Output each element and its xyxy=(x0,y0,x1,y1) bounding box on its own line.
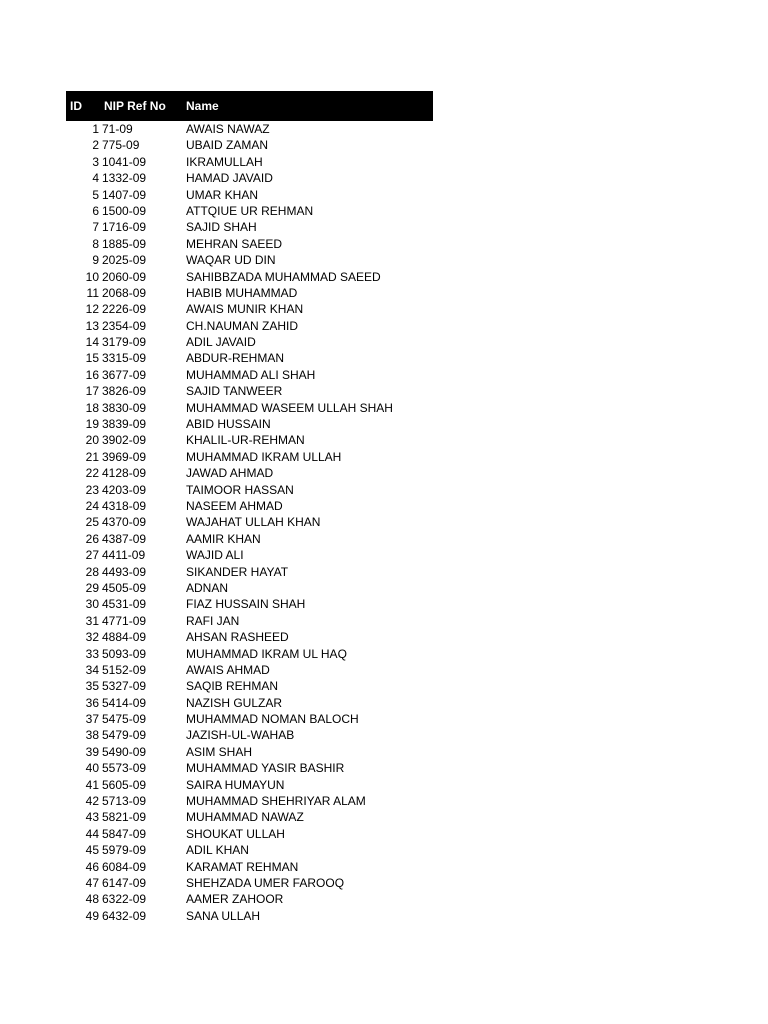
row-nip-ref-no: 5152-09 xyxy=(102,662,147,677)
table-row xyxy=(66,678,433,694)
table-row xyxy=(66,482,433,498)
table-row xyxy=(66,613,433,629)
table-row xyxy=(66,662,433,678)
row-id: 39 xyxy=(85,744,99,759)
row-id: 35 xyxy=(85,679,99,694)
table-row xyxy=(66,826,433,842)
row-nip-ref-no: 4771-09 xyxy=(102,613,147,628)
row-id: 36 xyxy=(85,695,99,710)
row-nip-ref-no: 4318-09 xyxy=(102,498,147,513)
row-nip-ref-no: 5573-09 xyxy=(102,761,147,776)
table-row xyxy=(66,432,433,448)
table-row xyxy=(66,891,433,907)
row-nip-ref-no: 3826-09 xyxy=(102,384,147,399)
row-name: FIAZ HUSSAIN SHAH xyxy=(186,597,306,612)
row-id: 15 xyxy=(85,351,99,366)
row-name: SANA ULLAH xyxy=(186,908,261,923)
row-name: ADIL JAVAID xyxy=(186,335,256,350)
row-id: 25 xyxy=(85,515,99,530)
row-nip-ref-no: 1407-09 xyxy=(102,187,147,202)
row-nip-ref-no: 5605-09 xyxy=(102,777,147,792)
table-row xyxy=(66,318,433,334)
row-name: MUHAMMAD IKRAM ULLAH xyxy=(186,449,342,464)
row-nip-ref-no: 6147-09 xyxy=(102,875,147,890)
row-nip-ref-no: 4884-09 xyxy=(102,630,147,645)
row-name: ADIL KHAN xyxy=(186,843,249,858)
table-row xyxy=(66,777,433,793)
row-name: NAZISH GULZAR xyxy=(186,695,283,710)
row-nip-ref-no: 1041-09 xyxy=(102,154,147,169)
row-id: 11 xyxy=(86,285,99,300)
row-name: SAJID SHAH xyxy=(186,220,257,235)
row-id: 13 xyxy=(85,318,99,333)
row-name: TAIMOOR HASSAN xyxy=(186,482,294,497)
row-id: 27 xyxy=(85,548,99,563)
row-nip-ref-no: 4411-09 xyxy=(102,548,146,563)
row-nip-ref-no: 3677-09 xyxy=(102,367,147,382)
row-id: 21 xyxy=(85,449,99,464)
row-nip-ref-no: 2025-09 xyxy=(102,253,147,268)
row-id: 48 xyxy=(85,892,99,907)
row-id: 1 xyxy=(92,122,99,136)
row-nip-ref-no: 5475-09 xyxy=(102,712,147,727)
row-nip-ref-no: 2068-09 xyxy=(102,285,147,300)
table-row xyxy=(66,646,433,662)
row-id: 29 xyxy=(85,580,99,595)
table-row xyxy=(66,629,433,645)
row-id: 43 xyxy=(85,810,99,825)
table-row xyxy=(66,203,433,219)
table-row xyxy=(66,334,433,350)
table-row xyxy=(66,383,433,399)
row-name: CH.NAUMAN ZAHID xyxy=(186,318,299,333)
row-nip-ref-no: 2226-09 xyxy=(102,302,147,317)
row-name: SHOUKAT ULLAH xyxy=(186,826,285,841)
row-name: MUHAMMAD IKRAM UL HAQ xyxy=(186,646,347,661)
table-row xyxy=(66,301,433,317)
table-row xyxy=(66,809,433,825)
table-row xyxy=(66,547,433,563)
row-nip-ref-no: 5327-09 xyxy=(102,679,147,694)
row-name: RAFI JAN xyxy=(186,613,240,628)
row-name: UBAID ZAMAN xyxy=(186,138,269,153)
table-row xyxy=(66,285,433,301)
table-row xyxy=(66,154,433,170)
table-row xyxy=(66,875,433,891)
results-table xyxy=(66,91,433,924)
row-name: KARAMAT REHMAN xyxy=(186,859,299,874)
row-id: 7 xyxy=(92,220,99,235)
row-name: SAJID TANWEER xyxy=(186,384,283,399)
table-row xyxy=(66,269,433,285)
row-nip-ref-no: 3902-09 xyxy=(102,433,147,448)
row-name: MUHAMMAD NAWAZ xyxy=(186,810,304,825)
row-name: NASEEM AHMAD xyxy=(186,498,283,513)
row-name: SAHIBBZADA MUHAMMAD SAEED xyxy=(186,269,381,284)
row-nip-ref-no: 3969-09 xyxy=(102,449,147,464)
row-name: HAMAD JAVAID xyxy=(186,171,273,186)
row-id: 31 xyxy=(85,613,99,628)
row-nip-ref-no: 1500-09 xyxy=(102,203,147,218)
row-name: MUHAMMAD YASIR BASHIR xyxy=(186,761,345,776)
table-row xyxy=(66,580,433,596)
row-name: MUHAMMAD SHEHRIYAR ALAM xyxy=(186,794,366,809)
row-id: 9 xyxy=(92,253,99,268)
row-id: 47 xyxy=(85,875,99,890)
row-nip-ref-no: 1716-09 xyxy=(102,220,147,235)
row-id: 30 xyxy=(85,597,99,612)
row-id: 32 xyxy=(85,630,99,645)
row-id: 49 xyxy=(85,908,99,923)
table-row xyxy=(66,498,433,514)
row-name: KHALIL-UR-REHMAN xyxy=(186,433,305,448)
row-id: 12 xyxy=(85,302,99,317)
row-name: WAQAR UD DIN xyxy=(186,253,276,268)
table-row xyxy=(66,596,433,612)
row-id: 17 xyxy=(85,384,99,399)
row-id: 10 xyxy=(85,269,99,284)
header-name: Name xyxy=(186,99,219,113)
row-nip-ref-no: 5479-09 xyxy=(102,728,147,743)
row-id: 28 xyxy=(85,564,99,579)
row-nip-ref-no: 5713-09 xyxy=(102,794,147,809)
table-row xyxy=(66,187,433,203)
row-nip-ref-no: 1332-09 xyxy=(102,171,147,186)
table-header xyxy=(66,91,433,121)
row-name: MEHRAN SAEED xyxy=(186,236,283,251)
row-id: 33 xyxy=(85,646,99,661)
row-nip-ref-no: 2354-09 xyxy=(102,318,147,333)
row-name: JAWAD AHMAD xyxy=(186,466,274,481)
row-name: AAMER ZAHOOR xyxy=(186,892,284,907)
row-name: MUHAMMAD WASEEM ULLAH SHAH xyxy=(186,400,393,415)
row-id: 20 xyxy=(85,433,99,448)
row-name: WAJID ALI xyxy=(186,548,244,563)
row-id: 23 xyxy=(85,482,99,497)
row-name: AAMIR KHAN xyxy=(186,531,261,546)
table-row xyxy=(66,236,433,252)
row-id: 16 xyxy=(85,367,99,382)
table-row xyxy=(66,531,433,547)
table-row xyxy=(66,695,433,711)
row-nip-ref-no: 4493-09 xyxy=(102,564,147,579)
row-nip-ref-no: 4128-09 xyxy=(102,466,147,481)
row-nip-ref-no: 2060-09 xyxy=(102,269,147,284)
row-name: SAIRA HUMAYUN xyxy=(186,777,285,792)
row-id: 5 xyxy=(92,187,99,202)
row-name: AWAIS NAWAZ xyxy=(186,122,270,136)
row-id: 37 xyxy=(85,712,99,727)
row-nip-ref-no: 3179-09 xyxy=(102,335,147,350)
row-nip-ref-no: 71-09 xyxy=(102,122,133,136)
row-id: 24 xyxy=(85,498,99,513)
table-row xyxy=(66,744,433,760)
row-id: 22 xyxy=(85,466,99,481)
row-name: SIKANDER HAYAT xyxy=(186,564,289,579)
header-nip-ref-no: NIP Ref No xyxy=(104,99,166,113)
row-nip-ref-no: 4370-09 xyxy=(102,515,147,530)
row-id: 19 xyxy=(85,417,99,432)
row-id: 40 xyxy=(85,761,99,776)
row-nip-ref-no: 5979-09 xyxy=(102,843,147,858)
row-id: 41 xyxy=(85,777,99,792)
row-nip-ref-no: 3315-09 xyxy=(102,351,147,366)
row-nip-ref-no: 6432-09 xyxy=(102,908,147,923)
row-nip-ref-no: 5414-09 xyxy=(102,695,147,710)
table-row xyxy=(66,564,433,580)
row-name: HABIB MUHAMMAD xyxy=(186,285,298,300)
table-row xyxy=(66,842,433,858)
row-name: JAZISH-UL-WAHAB xyxy=(186,728,295,743)
table-row xyxy=(66,252,433,268)
row-name: ABID HUSSAIN xyxy=(186,417,271,432)
row-nip-ref-no: 5847-09 xyxy=(102,826,147,841)
row-id: 8 xyxy=(92,236,99,251)
row-nip-ref-no: 6084-09 xyxy=(102,859,147,874)
row-id: 4 xyxy=(92,171,99,186)
row-nip-ref-no: 3830-09 xyxy=(102,400,147,415)
row-nip-ref-no: 4505-09 xyxy=(102,580,147,595)
table-row xyxy=(66,711,433,727)
row-name: IKRAMULLAH xyxy=(186,154,263,169)
row-name: UMAR KHAN xyxy=(186,187,259,202)
row-id: 42 xyxy=(85,794,99,809)
row-id: 2 xyxy=(92,138,99,153)
row-id: 18 xyxy=(85,400,99,415)
row-id: 38 xyxy=(85,728,99,743)
table-row xyxy=(66,416,433,432)
table-row xyxy=(66,514,433,530)
row-name: WAJAHAT ULLAH KHAN xyxy=(186,515,321,530)
table-row xyxy=(66,449,433,465)
row-id: 44 xyxy=(85,826,99,841)
row-nip-ref-no: 3839-09 xyxy=(102,417,147,432)
row-id: 14 xyxy=(85,335,99,350)
row-name: AHSAN RASHEED xyxy=(186,630,289,645)
row-name: AWAIS AHMAD xyxy=(186,662,270,677)
table-body xyxy=(66,121,433,924)
row-name: ADNAN xyxy=(186,580,229,595)
table-row xyxy=(66,170,433,186)
table-row xyxy=(66,137,433,153)
row-id: 46 xyxy=(85,859,99,874)
row-name: ATTQIUE UR REHMAN xyxy=(186,203,314,218)
header-id: ID xyxy=(70,99,82,113)
row-id: 3 xyxy=(92,154,99,169)
table-row xyxy=(66,219,433,235)
table-row xyxy=(66,859,433,875)
table-row xyxy=(66,367,433,383)
row-id: 26 xyxy=(85,531,99,546)
row-name: AWAIS MUNIR KHAN xyxy=(186,302,304,317)
table-row xyxy=(66,793,433,809)
table-row xyxy=(66,908,433,924)
row-id: 34 xyxy=(85,662,99,677)
row-name: MUHAMMAD NOMAN BALOCH xyxy=(186,712,359,727)
table-row xyxy=(66,350,433,366)
row-name: ABDUR-REHMAN xyxy=(186,351,285,366)
row-id: 45 xyxy=(85,843,99,858)
row-name: MUHAMMAD ALI SHAH xyxy=(186,367,316,382)
table-row xyxy=(66,121,433,137)
row-name: ASIM SHAH xyxy=(186,744,253,759)
table-row xyxy=(66,400,433,416)
table-row xyxy=(66,760,433,776)
table-row xyxy=(66,727,433,743)
row-nip-ref-no: 1885-09 xyxy=(102,236,147,251)
row-name: SAQIB REHMAN xyxy=(186,679,279,694)
row-nip-ref-no: 5490-09 xyxy=(102,744,147,759)
row-id: 6 xyxy=(92,203,99,218)
row-nip-ref-no: 5821-09 xyxy=(102,810,147,825)
row-nip-ref-no: 4387-09 xyxy=(102,531,147,546)
row-nip-ref-no: 6322-09 xyxy=(102,892,147,907)
row-name: SHEHZADA UMER FAROOQ xyxy=(186,875,345,890)
row-nip-ref-no: 775-09 xyxy=(102,138,140,153)
table-row xyxy=(66,465,433,481)
row-nip-ref-no: 4203-09 xyxy=(102,482,147,497)
row-nip-ref-no: 5093-09 xyxy=(102,646,147,661)
row-nip-ref-no: 4531-09 xyxy=(102,597,147,612)
